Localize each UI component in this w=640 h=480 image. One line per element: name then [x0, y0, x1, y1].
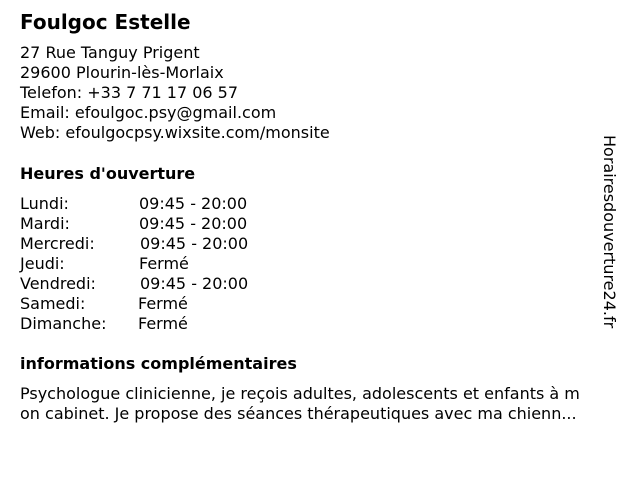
hours-row-friday [20, 274, 420, 294]
day-hours: Fermé [138, 314, 188, 333]
day-hours: 09:45 - 20:00 [140, 234, 249, 253]
info-description [20, 384, 626, 424]
day-hours: Fermé [139, 254, 189, 273]
day-label: Dimanche: [20, 314, 107, 333]
info-line: on cabinet. Je propose des séances thérapeutiques avec ma chienn... [20, 404, 577, 423]
site-watermark: Horairesdouverture24.fr [600, 135, 619, 329]
hours-row-thursday [20, 254, 420, 274]
info-heading: informations complémentaires [20, 354, 297, 373]
hours-row-sunday [20, 314, 420, 334]
day-hours: 09:45 - 20:00 [140, 274, 249, 293]
phone-number: Telefon: +33 7 71 17 06 57 [20, 83, 239, 102]
hours-row-saturday [20, 294, 420, 314]
email-address: Email: efoulgoc.psy@gmail.com [20, 103, 277, 122]
hours-row-monday [20, 194, 420, 214]
day-label: Vendredi: [20, 274, 96, 293]
day-label: Jeudi: [20, 254, 65, 273]
day-hours: 09:45 - 20:00 [139, 194, 248, 213]
opening-hours-list [20, 194, 420, 334]
city-address: 29600 Plourin-lès-Morlaix [20, 63, 224, 82]
day-label: Mardi: [20, 214, 70, 233]
hours-heading: Heures d'ouverture [20, 164, 196, 183]
day-label: Lundi: [20, 194, 69, 213]
hours-row-tuesday [20, 214, 420, 234]
hours-row-wednesday [20, 234, 420, 254]
day-hours: Fermé [138, 294, 188, 313]
day-label: Mercredi: [20, 234, 95, 253]
info-line: Psychologue clinicienne, je reçois adultes, adolescents et enfants à m [20, 384, 580, 403]
day-hours: 09:45 - 20:00 [139, 214, 248, 233]
contact-block [20, 43, 330, 143]
website-url: Web: efoulgocpsy.wixsite.com/monsite [20, 123, 330, 142]
day-label: Samedi: [20, 294, 86, 313]
business-name: Foulgoc Estelle [20, 10, 191, 34]
street-address: 27 Rue Tanguy Prigent [20, 43, 200, 62]
